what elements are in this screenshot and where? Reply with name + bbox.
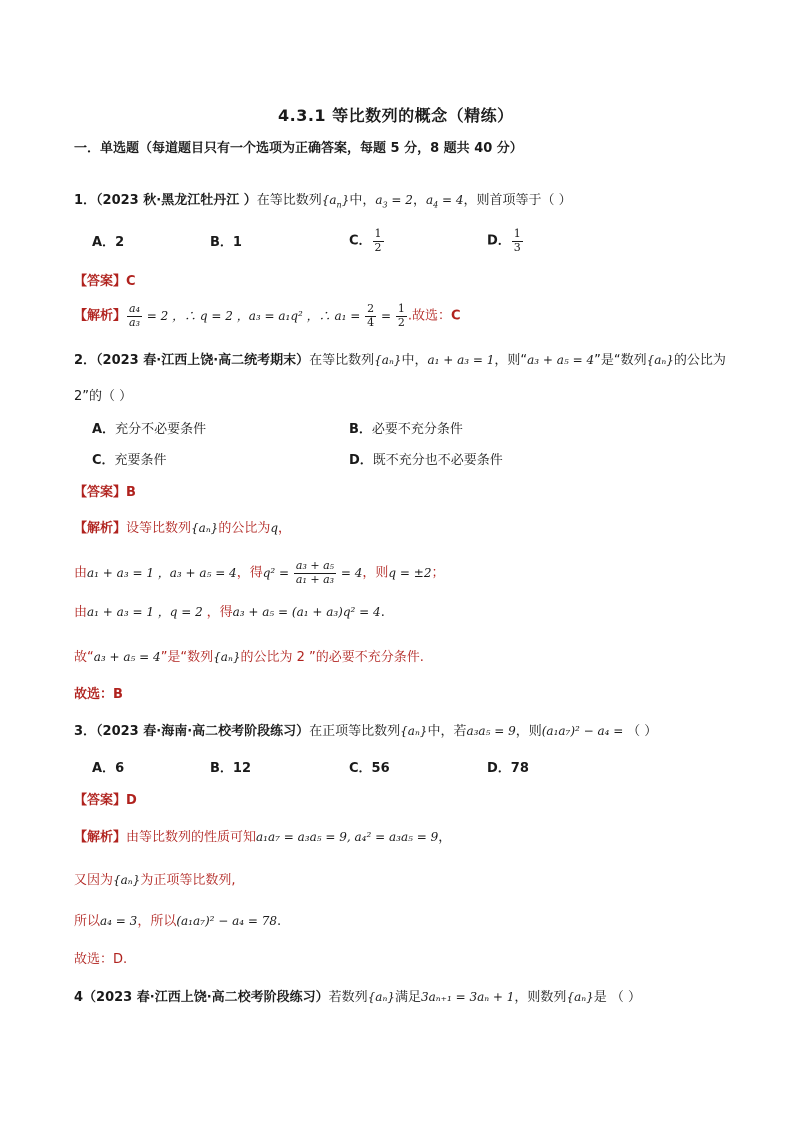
answer-line: 【答案】C — [74, 274, 136, 289]
option-c[interactable]: C．充要条件 — [92, 453, 167, 468]
option-b[interactable]: B．必要不充分条件 — [349, 422, 463, 437]
analysis-conclusion: 故选：D. — [74, 952, 128, 967]
analysis-line: 【解析】设等比数列{aₙ}的公比为q， — [74, 521, 292, 536]
analysis-line: 由a₁ + a₃ = 1 ，q = 2 ，得a₃ + a₅ = (a₁ + a₃)q² = 4. — [74, 605, 385, 620]
option-d[interactable]: D． $\frac{1}{3}$ — [487, 227, 521, 254]
question-number: 1． — [74, 193, 97, 208]
option-d[interactable]: D．78 — [487, 761, 529, 776]
analysis-line: 又因为{aₙ}为正项等比数列, — [74, 873, 236, 888]
option-a[interactable]: A．2 — [92, 235, 125, 250]
analysis-line: 【解析】 $\frac{\text{a₄}}{\text{a₃}}$ = 2 ，∴ q = 2 ，a₃ = a₁q² ，∴ a₁ = $\frac{2}{4}$ = $\frac{1}{2}$ .故选：C — [74, 302, 461, 329]
condition-a3: $a_3 = 2$ — [375, 193, 413, 210]
stem-text: ，则首项等于（ ） — [463, 193, 572, 208]
analysis-line: 【解析】由等比数列的性质可知a₁a₇ = a₃a₅ = 9, a₄² = a₃a₅ = 9， — [74, 830, 452, 845]
answer-line: 【答案】D — [74, 793, 137, 808]
section-heading: 一．单选题（每道题目只有一个选项为正确答案，每题 5 分，8 题共 40 分） — [74, 141, 523, 156]
sequence-symbol: $\{a_n\}$ — [321, 193, 350, 210]
fraction: $\frac{\text{a₃ + a₅}}{\text{a₁ + a₃}}$ — [295, 559, 335, 586]
question-3-stem: 3．（2023 春·海南·高二校考阶段练习）在正项等比数列{aₙ}中，若a₃a₅ = 9，则(a₁a₇)² − a₄ = （ ） — [74, 724, 658, 739]
analysis-line: 故“a₃ + a₅ = 4”是“数列{aₙ}的公比为 2 ”的必要不充分条件. — [74, 650, 424, 665]
analysis-conclusion: 故选：B — [74, 687, 123, 702]
question-1-stem: 1．（2023 秋·黑龙江牡丹江 ）在等比数列$\{a_n\}$中，$a_3 = 2$，$a_4 = 4$，则首项等于（ ） — [74, 193, 572, 210]
option-b[interactable]: B．12 — [210, 761, 252, 776]
question-source: （2023 秋·黑龙江牡丹江 ） — [96, 193, 257, 208]
fraction: $\frac{1}{2}$ — [397, 302, 405, 329]
option-c[interactable]: C．56 — [349, 761, 390, 776]
analysis-line: 由a₁ + a₃ = 1 ，a₃ + a₅ = 4，得q² = $\frac{\text{a₃ + a₅}}{\text{a₁ + a₃}}$ = 4，则q = ±2； — [74, 559, 445, 586]
question-4-stem: 4（2023 春·江西上饶·高二校考阶段练习）若数列{aₙ}满足3aₙ₊₁ = 3aₙ + 1，则数列{aₙ}是 （ ） — [74, 990, 641, 1005]
fraction: $\frac{\text{a₄}}{\text{a₃}}$ — [129, 302, 140, 329]
stem-text: 在等比数列 — [256, 193, 322, 208]
option-a[interactable]: A．充分不必要条件 — [92, 422, 207, 437]
page-title: 4.3.1 等比数列的概念（精练） — [278, 106, 514, 125]
question-2-stem: 2．（2023 春·江西上饶·高二统考期末）在等比数列{aₙ}中，a₁ + a₃ = 1，则“a₃ + a₅ = 4”是“数列{aₙ}的公比为 — [74, 353, 726, 368]
fraction: $\frac{1}{2}$ — [374, 227, 382, 254]
question-2-stem-line2: 2”的（ ） — [74, 389, 133, 404]
option-c[interactable]: C． $\frac{1}{2}$ — [349, 227, 382, 254]
fraction: $\frac{1}{3}$ — [513, 227, 521, 254]
fraction: $\frac{2}{4}$ — [367, 302, 375, 329]
option-b[interactable]: B．1 — [210, 235, 242, 250]
condition-a4: $a_4 = 4$ — [425, 193, 464, 210]
stem-text: 中， — [349, 193, 376, 208]
answer-line: 【答案】B — [74, 485, 136, 500]
option-a[interactable]: A．6 — [92, 761, 125, 776]
analysis-line: 所以a₄ = 3，所以(a₁a₇)² − a₄ = 78. — [74, 914, 282, 929]
option-d[interactable]: D．既不充分也不必要条件 — [349, 453, 503, 468]
